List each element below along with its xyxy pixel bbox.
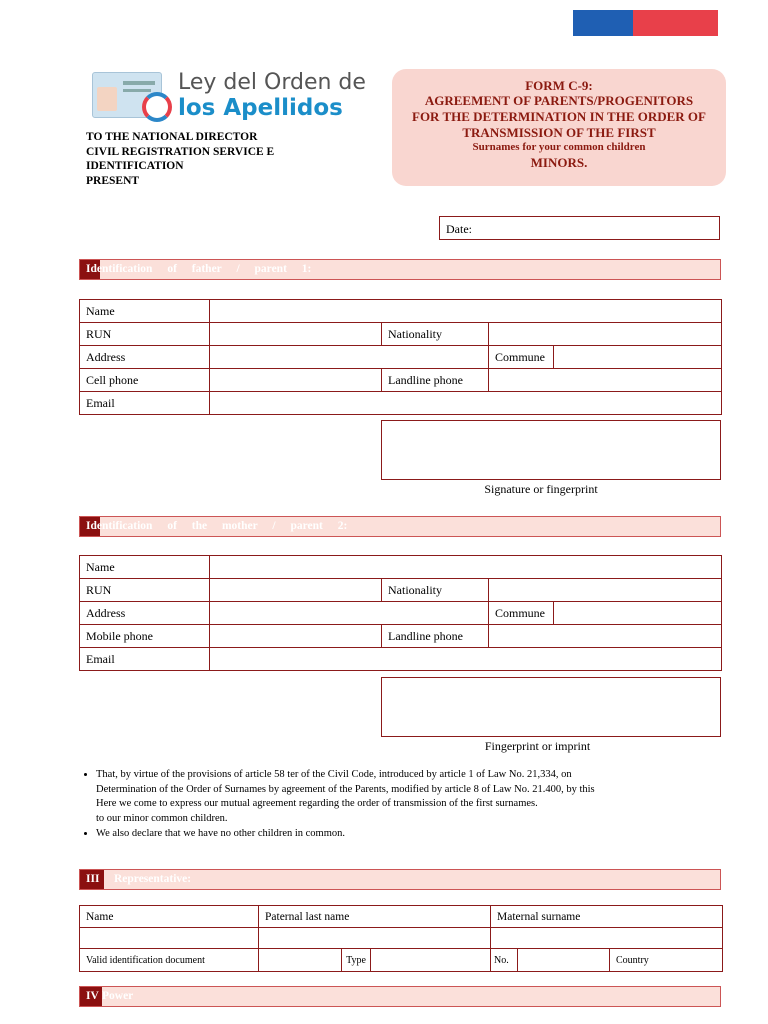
declaration-line: to our minor common children. [96, 813, 228, 825]
declaration-line: Here we come to express our mutual agreement regarding the order of transmission of the first surnames. [96, 798, 538, 810]
address-label: Address [80, 346, 210, 369]
logo-text-line1: Ley del Orden de [178, 70, 366, 95]
parent2-table [79, 555, 722, 671]
paternal-label: Paternal last name [259, 906, 491, 928]
run-label: RUN [80, 579, 210, 602]
table-row [80, 579, 722, 602]
flag-red-stripe [633, 10, 718, 36]
landline-field[interactable] [489, 625, 722, 648]
form-title-line: MINORS. [530, 155, 588, 170]
section-header-power [79, 986, 721, 1007]
form-title-line: TRANSMISSION OF THE FIRST [462, 125, 656, 140]
cell-phone-field[interactable] [210, 369, 382, 392]
declaration-line: Determination of the Order of Surnames by agreement of the Parents, modified by article 8 of Law No. 21.400, by this [96, 783, 595, 795]
nationality-field[interactable] [489, 579, 722, 602]
table-row [80, 602, 722, 625]
no-field[interactable] [518, 949, 610, 972]
id-doc-label: Valid identification document [80, 949, 259, 972]
maternal-field[interactable] [491, 928, 723, 949]
fingerprint-label: Fingerprint or imprint [484, 739, 591, 753]
paternal-field[interactable] [259, 928, 491, 949]
form-title-line: FOR THE DETERMINATION IN THE ORDER OF [412, 109, 706, 124]
run-field[interactable] [210, 579, 382, 602]
type-label: Type [341, 949, 370, 971]
email-field[interactable] [210, 392, 722, 415]
section-header-parent1 [79, 259, 721, 280]
signature-box-parent2[interactable] [381, 677, 721, 737]
declaration-item [96, 768, 638, 827]
address-label: Address [80, 602, 210, 625]
table-row [80, 906, 723, 928]
commune-field[interactable] [554, 602, 722, 625]
section-title: Power [102, 990, 134, 1002]
declaration-item: • We also declare that we have no other children in common. [96, 827, 638, 842]
section-header-parent2 [79, 516, 721, 537]
name-field[interactable] [210, 556, 722, 579]
section-title: Representative: [114, 873, 192, 885]
table-row [80, 392, 722, 415]
date-label: Date: [446, 222, 472, 236]
table-row [80, 928, 723, 949]
section-roman: III [86, 873, 100, 885]
nationality-field[interactable] [489, 323, 722, 346]
declaration-text [78, 768, 638, 842]
cell-phone-label: Cell phone [80, 369, 210, 392]
form-subtitle: Surnames for your common children [472, 141, 646, 153]
addressee-line: IDENTIFICATION [86, 160, 184, 172]
name-label: Name [80, 300, 210, 323]
section-roman: IV [86, 990, 99, 1002]
signature-box-parent1[interactable] [381, 420, 721, 480]
table-row [80, 556, 722, 579]
table-row [80, 369, 722, 392]
commune-label: Commune [489, 602, 554, 625]
logo-text-line2: los Apellidos [178, 95, 343, 121]
table-row [80, 648, 722, 671]
parent1-table [79, 299, 722, 415]
run-field[interactable] [210, 323, 382, 346]
maternal-label: Maternal surname [491, 906, 723, 928]
nationality-label: Nationality [382, 579, 489, 602]
table-row [80, 346, 722, 369]
signature-label: Signature or fingerprint [484, 482, 598, 496]
rep-name-label: Name [80, 906, 259, 928]
country-label: Country [610, 949, 723, 972]
commune-label: Commune [489, 346, 554, 369]
mobile-phone-field[interactable] [210, 625, 382, 648]
form-code: FORM C-9: [525, 78, 593, 93]
table-row [80, 625, 722, 648]
declaration-line: • That, by virtue of the provisions of article 58 ter of the Civil Code, introduced by article 1 of Law No. 21,334, on [96, 769, 572, 780]
form-title-box [392, 69, 726, 186]
no-label: No. [491, 949, 518, 972]
type-field[interactable] [371, 949, 491, 972]
landline-label: Landline phone [382, 369, 489, 392]
rep-name-field[interactable] [80, 928, 259, 949]
section-title: Identification of the mother / parent 2: [86, 520, 348, 532]
addressee-line: TO THE NATIONAL DIRECTOR [86, 131, 258, 143]
flag-blue-stripe [573, 10, 633, 36]
form-title-line: AGREEMENT OF PARENTS/PROGENITORS [424, 93, 694, 108]
addressee-line: CIVIL REGISTRATION SERVICE E [86, 145, 275, 158]
law-logo [92, 70, 366, 126]
date-field[interactable] [439, 216, 720, 240]
type-cell [259, 949, 371, 972]
swap-arrows-icon [142, 92, 172, 122]
email-label: Email [80, 392, 210, 415]
section-title: Identification of father / parent 1: [86, 263, 312, 275]
mobile-phone-label: Mobile phone [80, 625, 210, 648]
addressee-line: PRESENT [86, 174, 140, 187]
landline-label: Landline phone [382, 625, 489, 648]
landline-field[interactable] [489, 369, 722, 392]
nationality-label: Nationality [382, 323, 489, 346]
address-field[interactable] [210, 346, 489, 369]
email-label: Email [80, 648, 210, 671]
section-header-representative [79, 869, 721, 890]
email-field[interactable] [210, 648, 722, 671]
representative-table [79, 905, 723, 972]
address-field[interactable] [210, 602, 489, 625]
name-field[interactable] [210, 300, 722, 323]
table-row [80, 949, 723, 972]
table-row [80, 323, 722, 346]
table-row [80, 300, 722, 323]
name-label: Name [80, 556, 210, 579]
run-label: RUN [80, 323, 210, 346]
commune-field[interactable] [554, 346, 722, 369]
addressee-block [86, 130, 274, 188]
